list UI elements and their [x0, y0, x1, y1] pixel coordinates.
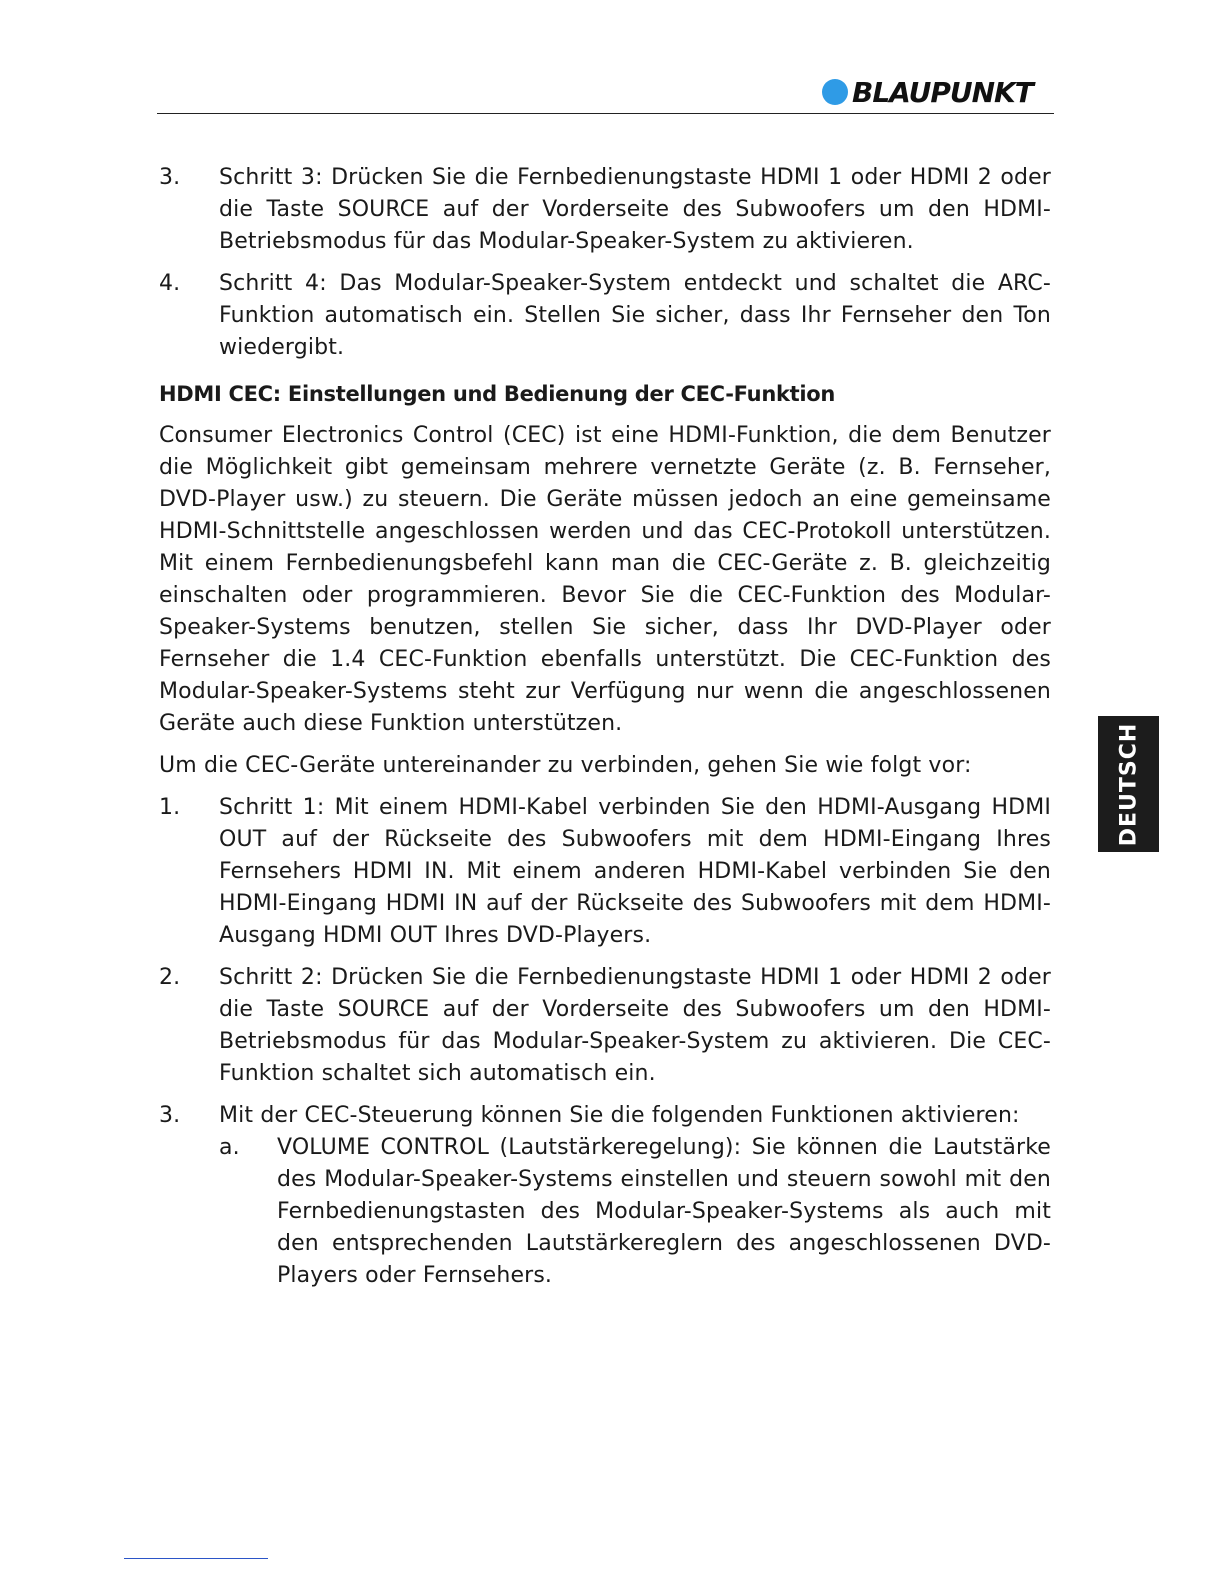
language-tab — [1098, 716, 1159, 852]
header-rule — [157, 113, 1054, 114]
sub-list-text: VOLUME CONTROL (Lautstärkeregelung): Sie können die Lautstärke des Modular-Speaker-Systems einstellen und steuern sowohl mit den Fernbedienungstasten des Modular-Speaker-Systems als auch mit den entsprechenden Lautstärkereglern des angeschlossenen DVD-Players oder Fernsehers. — [277, 1135, 1051, 1288]
footer-rule — [124, 1558, 268, 1559]
list-number: 4. — [159, 271, 181, 296]
list-item — [159, 162, 1051, 258]
sub-list-letter: a. — [219, 1135, 240, 1160]
sub-list-item — [219, 1132, 1051, 1292]
list-item — [159, 1100, 1051, 1132]
page-content — [159, 162, 1051, 1292]
logo-dot-icon — [822, 79, 848, 105]
list-number: 1. — [159, 795, 181, 820]
body-paragraph: Consumer Electronics Control (CEC) ist eine HDMI-Funktion, die dem Benutzer die Möglichkeit gibt gemeinsam mehrere vernetzte Geräte (z. B. Fernseher, DVD-Player usw.) zu steuern. Die Geräte müssen jedoch an eine gemeinsame HDMI-Schnittstelle angeschlossen werden und das CEC-Protokoll unterstützen. Mit einem Fernbedienungsbefehl kann man die CEC-Geräte z. B. gleichzeitig einschalten oder programmieren. Bevor Sie die CEC-Funktion des Modular-Speaker-Systems benutzen, stellen Sie sicher, dass Ihr DVD-Player oder Fernseher die 1.4 CEC-Funktion ebenfalls unterstützt. Die CEC-Funktion des Modular-Speaker-Systems steht zur Verfügung nur wenn die angeschlossenen Geräte auch diese Funktion unterstützen. — [159, 423, 1051, 736]
list-number: 3. — [159, 165, 181, 190]
list-item — [159, 792, 1051, 952]
list-item — [159, 268, 1051, 364]
list-text: Schritt 1: Mit einem HDMI-Kabel verbinden Sie den HDMI-Ausgang HDMI OUT auf der Rückseite des Subwoofers mit dem HDMI-Eingang Ihres Fernsehers HDMI IN. Mit einem anderen HDMI-Kabel verbinden Sie den HDMI-Eingang HDMI IN auf der Rückseite des Subwoofers mit dem HDMI-Ausgang HDMI OUT Ihres DVD-Players. — [219, 795, 1051, 948]
language-tab-label: DEUTSCH — [1116, 722, 1142, 846]
brand-logo — [822, 74, 1054, 110]
list-text: Schritt 4: Das Modular-Speaker-System entdeckt und schaltet die ARC-Funktion automatisch ein. Stellen Sie sicher, dass Ihr Fernseher den Ton wiedergibt. — [219, 271, 1051, 360]
list-text: Schritt 2: Drücken Sie die Fernbedienungstaste HDMI 1 oder HDMI 2 oder die Taste SOURCE auf der Vorderseite des Subwoofers um den HDMI-Betriebsmodus für das Modular-Speaker-System zu aktivieren. Die CEC-Funktion schaltet sich automatisch ein. — [219, 965, 1051, 1086]
brand-name: BLAUPUNKT — [852, 75, 1033, 109]
list-number: 2. — [159, 965, 181, 990]
list-item — [159, 962, 1051, 1090]
list-text: Mit der CEC-Steuerung können Sie die folgenden Funktionen aktivieren: — [219, 1103, 1020, 1128]
list-text: Schritt 3: Drücken Sie die Fernbedienungstaste HDMI 1 oder HDMI 2 oder die Taste SOURCE auf der Vorderseite des Subwoofers um den HDMI-Betriebsmodus für das Modular-Speaker-System zu aktivieren. — [219, 165, 1051, 254]
list-number: 3. — [159, 1103, 181, 1128]
section-heading: HDMI CEC: Einstellungen und Bedienung der CEC-Funktion — [159, 382, 836, 406]
intro-paragraph: Um die CEC-Geräte untereinander zu verbinden, gehen Sie wie folgt vor: — [159, 753, 972, 778]
